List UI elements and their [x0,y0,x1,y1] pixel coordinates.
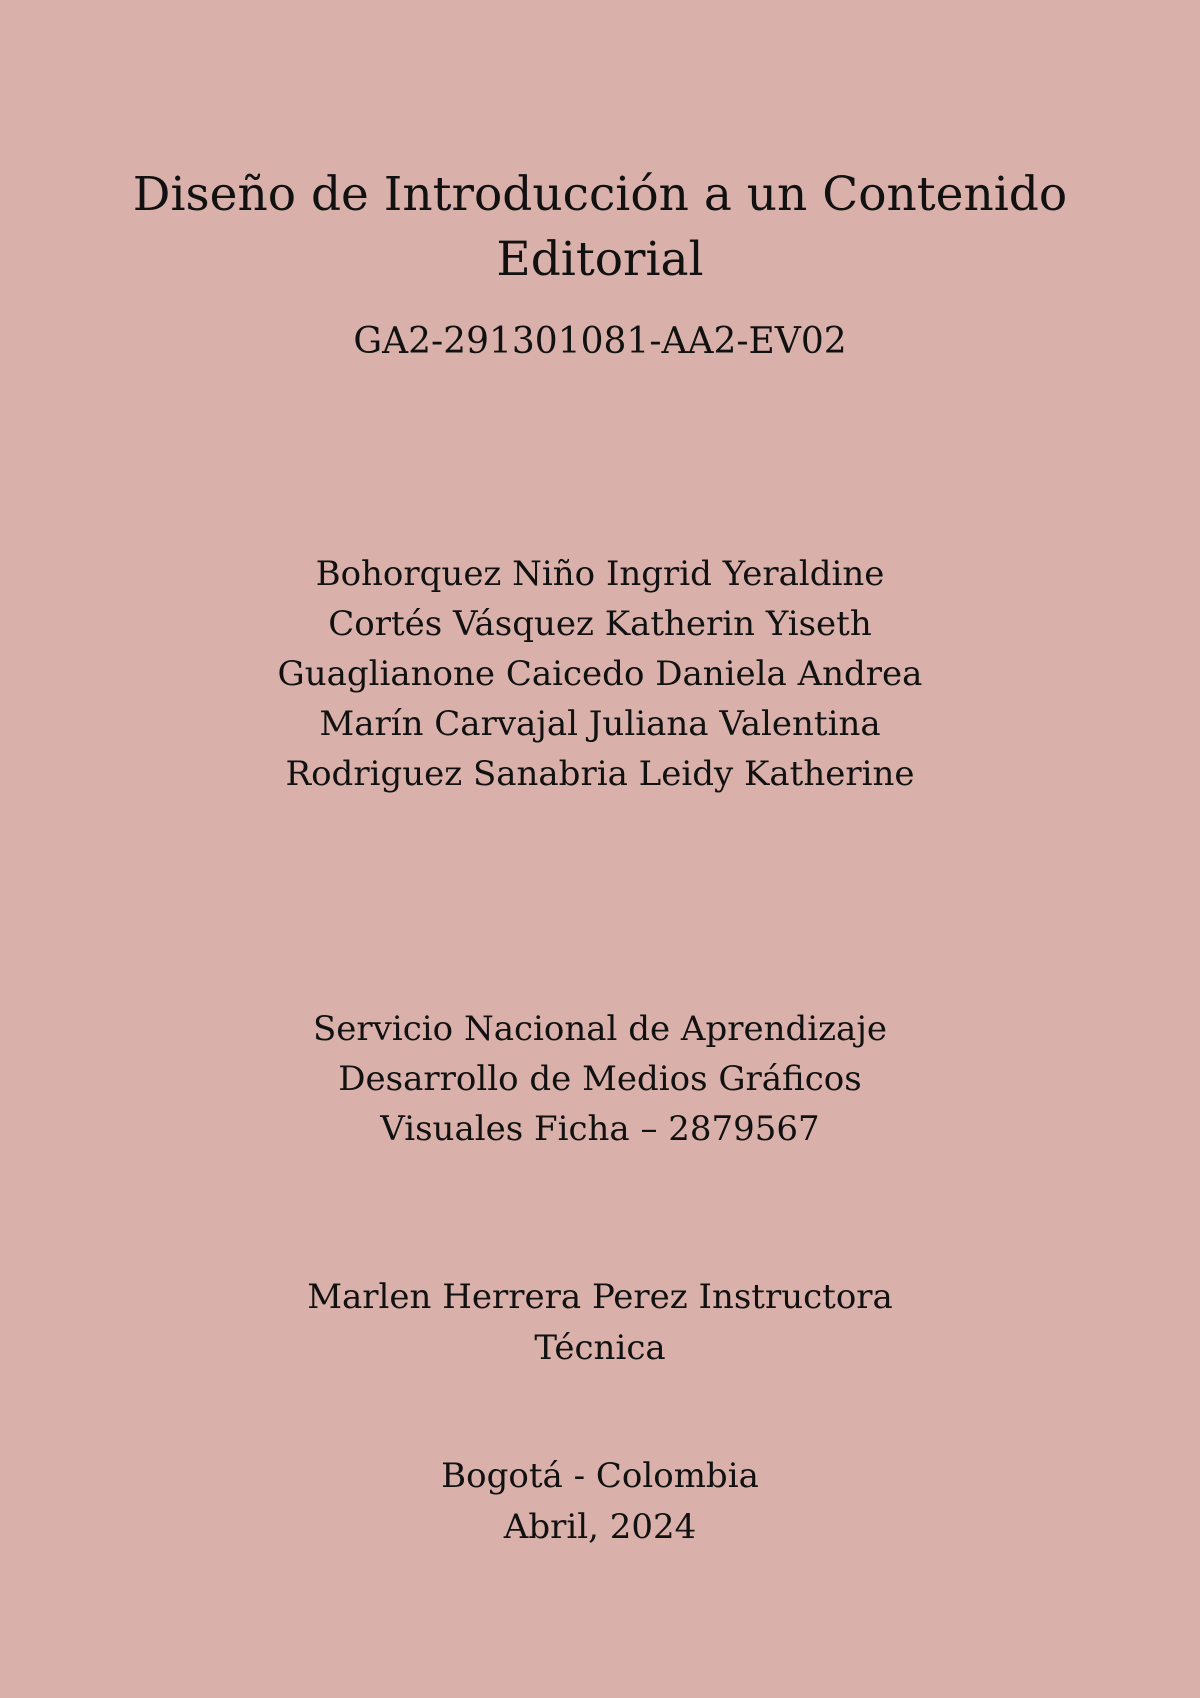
institution-line: Servicio Nacional de Aprendizaje [313,1009,887,1049]
author-name: Marín Carvajal Juliana Valentina [319,704,881,744]
author-name: Guaglianone Caicedo Daniela Andrea [277,654,923,694]
place-date-info [0,1451,1200,1553]
author-name: Rodriguez Sanabria Leidy Katherine [285,754,915,794]
program-file-line: Visuales Ficha – 2879567 [380,1109,820,1149]
location-line: Bogotá - Colombia [441,1456,759,1496]
title-line: Diseño de Introducción a un Contenido [132,167,1068,222]
program-line: Desarrollo de Medios Gráficos [338,1059,862,1099]
institution-info [0,1004,1200,1154]
author-name: Bohorquez Niño Ingrid Yeraldine [315,554,885,594]
document-title [0,162,1200,292]
title-line: Editorial [496,232,704,287]
instructor-line: Marlen Herrera Perez Instructora [307,1277,893,1317]
authors-list [0,549,1200,799]
instructor-role-line: Técnica [534,1328,666,1368]
author-name: Cortés Vásquez Katherin Yiseth [328,604,872,644]
date-line: Abril, 2024 [503,1507,697,1547]
document-code [0,317,1200,367]
activity-code: GA2-291301081-AA2-EV02 [353,321,847,362]
instructor-info [0,1272,1200,1374]
